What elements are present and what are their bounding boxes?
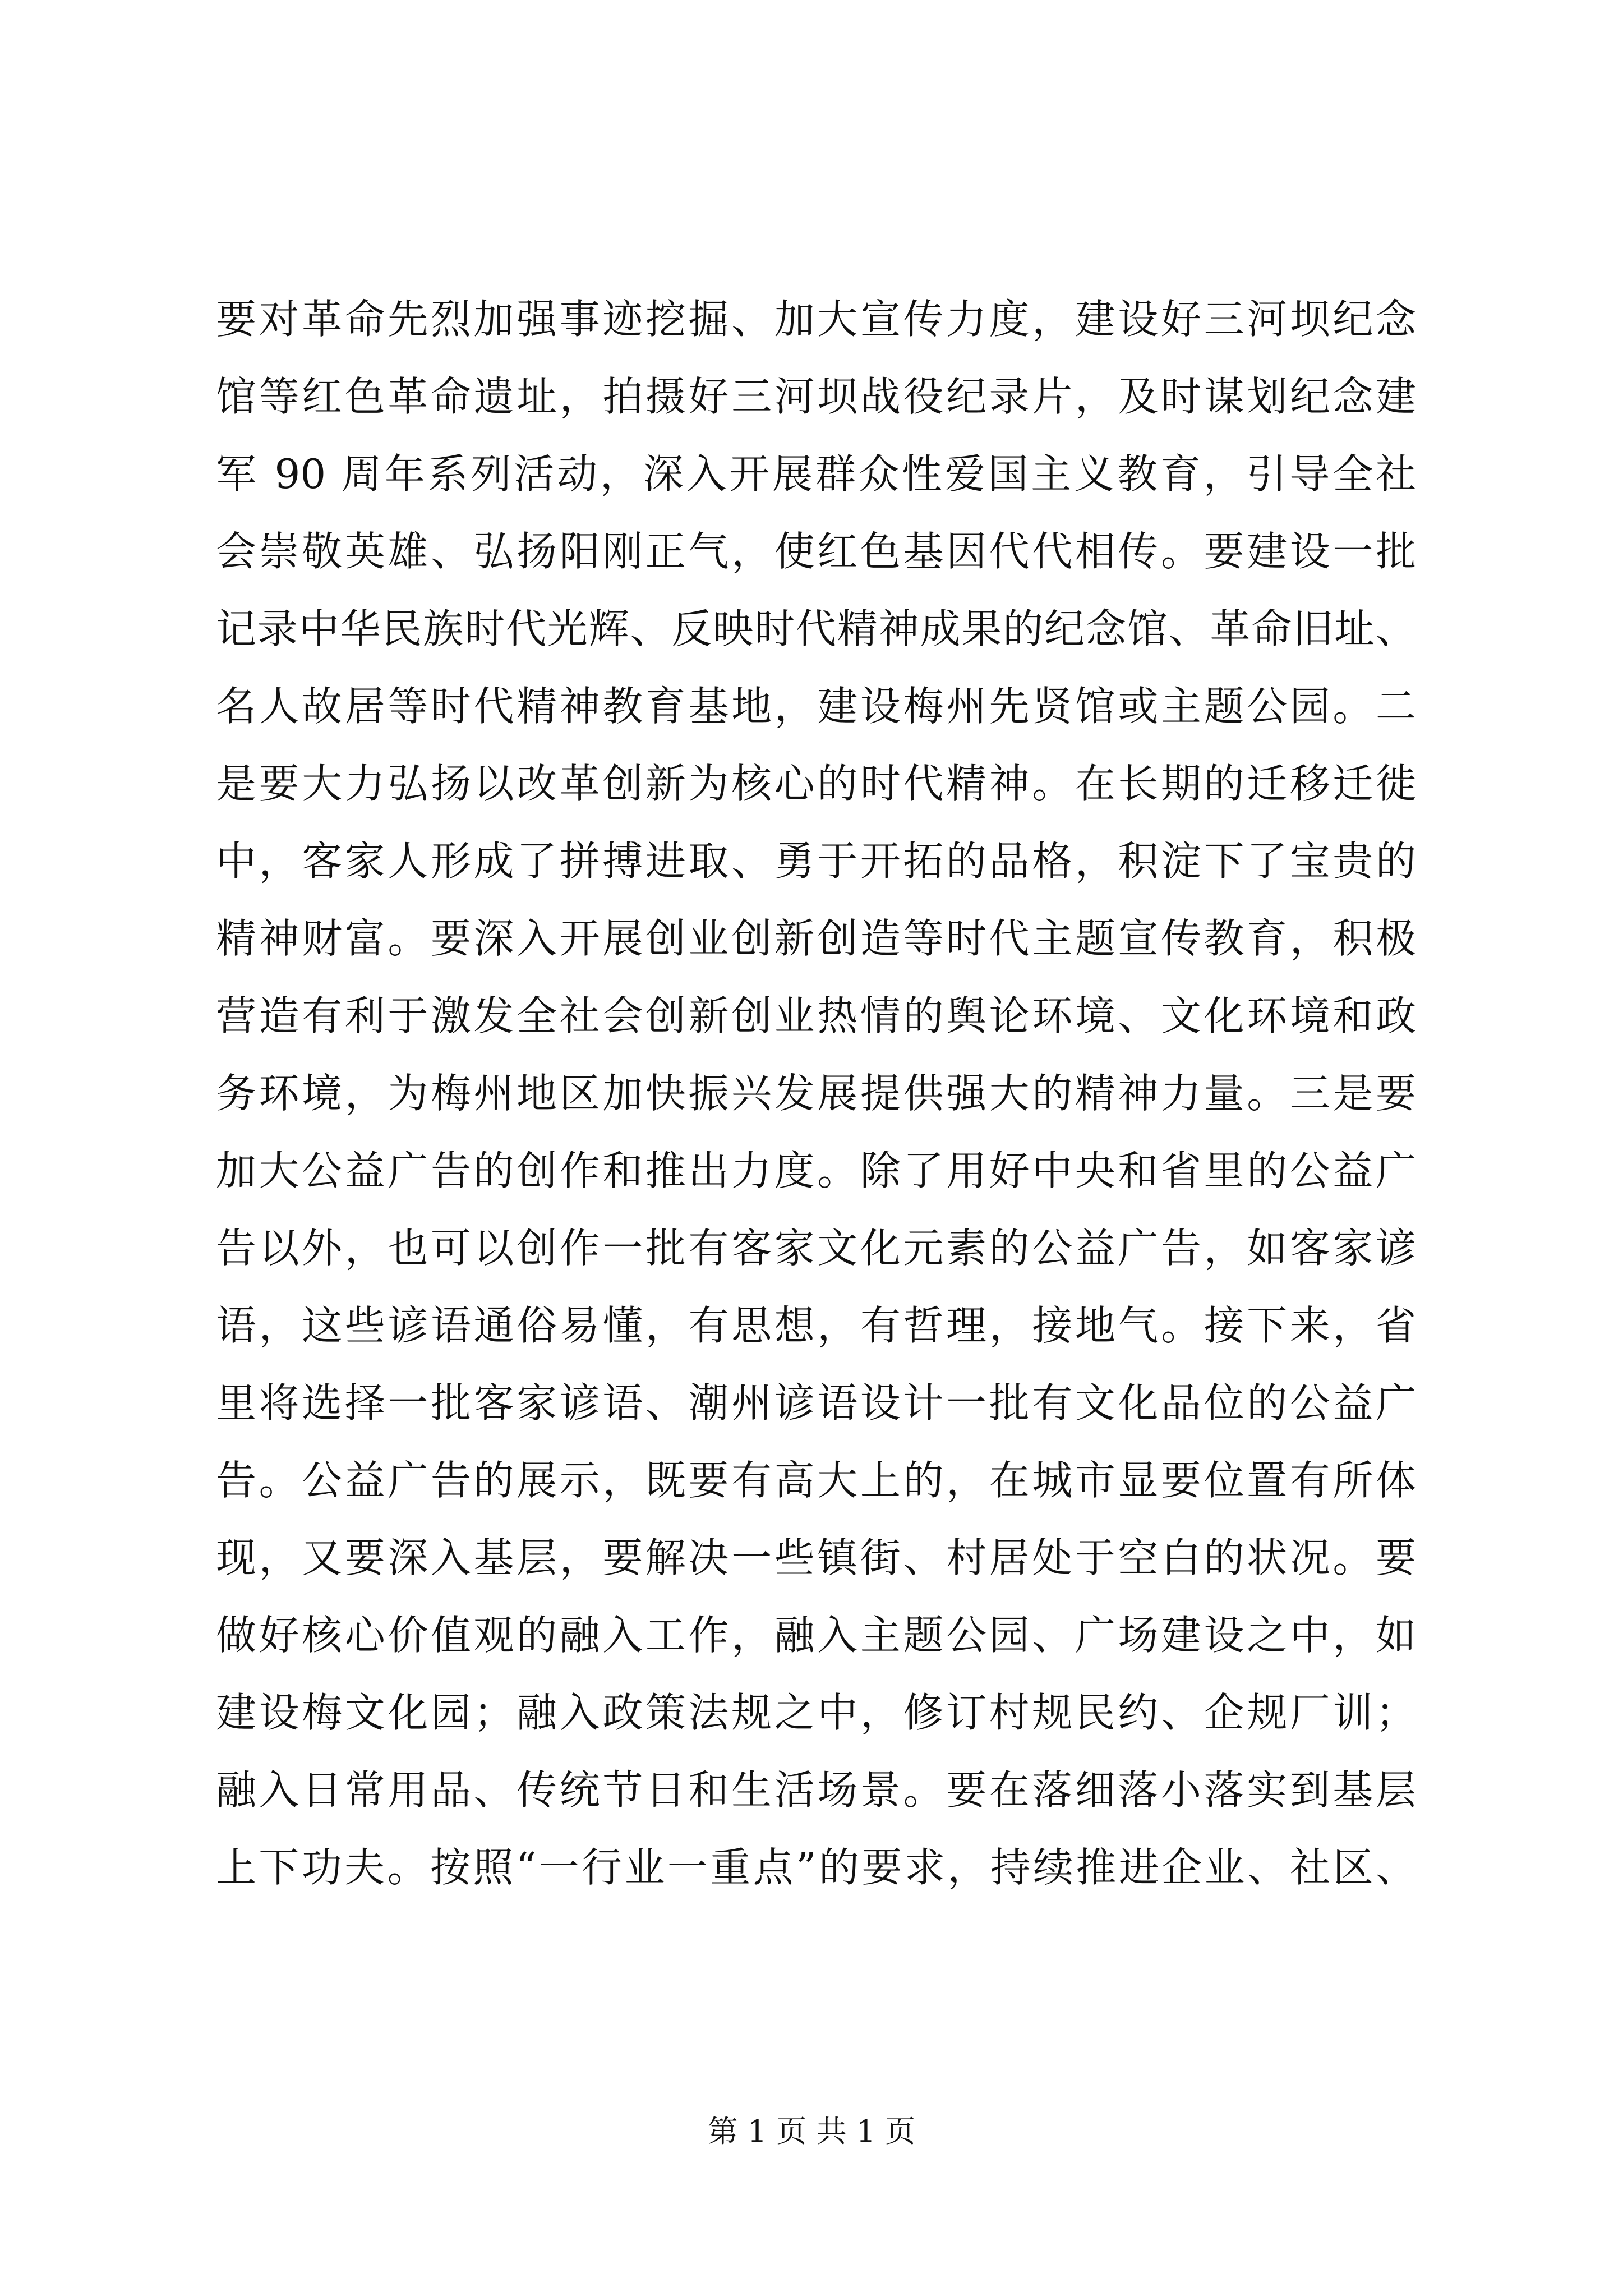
text-line: 里将选择一批客家谚语、潮州谚语设计一批有文化品位的公益广 bbox=[216, 1379, 1416, 1427]
text-line: 中，客家人形成了拼搏进取、勇于开拓的品格，积淀下了宝贵的 bbox=[216, 838, 1416, 885]
text-line: 告。公益广告的展示，既要有高大上的，在城市显要位置有所体 bbox=[216, 1457, 1416, 1504]
body-text bbox=[216, 280, 1416, 1906]
text-line: 要对革命先烈加强事迹挖掘、加大宣传力度，建设好三河坝纪念 bbox=[216, 296, 1416, 343]
text-line: 是要大力弘扬以改革创新为核心的时代精神。在长期的迁移迁徙 bbox=[216, 760, 1416, 807]
text-line: 精神财富。要深入开展创业创新创造等时代主题宣传教育，积极 bbox=[216, 915, 1416, 962]
text-line: 加大公益广告的创作和推出力度。除了用好中央和省里的公益广 bbox=[216, 1147, 1416, 1194]
text-line: 告以外，也可以创作一批有客家文化元素的公益广告，如客家谚 bbox=[216, 1225, 1416, 1272]
text-line: 军 90 周年系列活动，深入开展群众性爱国主义教育，引导全社 bbox=[216, 450, 1416, 498]
text-line: 务环境，为梅州地区加快振兴发展提供强大的精神力量。三是要 bbox=[216, 1070, 1416, 1117]
text-line: 名人故居等时代精神教育基地，建设梅州先贤馆或主题公园。二 bbox=[216, 683, 1416, 730]
text-line: 上下功夫。按照“一行业一重点”的要求，持续推进企业、社区、 bbox=[216, 1844, 1416, 1891]
text-line: 记录中华民族时代光辉、反映时代精神成果的纪念馆、革命旧址、 bbox=[216, 605, 1416, 652]
text-line: 语，这些谚语通俗易懂，有思想，有哲理，接地气。接下来，省 bbox=[216, 1302, 1416, 1349]
text-line: 建设梅文化园；融入政策法规之中，修订村规民约、企规厂训； bbox=[216, 1689, 1416, 1736]
text-line: 会崇敬英雄、弘扬阳刚正气，使红色基因代代相传。要建设一批 bbox=[216, 528, 1416, 575]
text-line: 做好核心价值观的融入工作，融入主题公园、广场建设之中，如 bbox=[216, 1612, 1416, 1659]
page-footer: 第 1 页 共 1 页 bbox=[707, 2114, 916, 2149]
text-line: 融入日常用品、传统节日和生活场景。要在落细落小落实到基层 bbox=[216, 1766, 1416, 1814]
text-line: 营造有利于激发全社会创新创业热情的舆论环境、文化环境和政 bbox=[216, 992, 1416, 1039]
text-line: 现，又要深入基层，要解决一些镇街、村居处于空白的状况。要 bbox=[216, 1534, 1416, 1581]
text-line: 馆等红色革命遗址，拍摄好三河坝战役纪录片，及时谋划纪念建 bbox=[216, 373, 1416, 420]
